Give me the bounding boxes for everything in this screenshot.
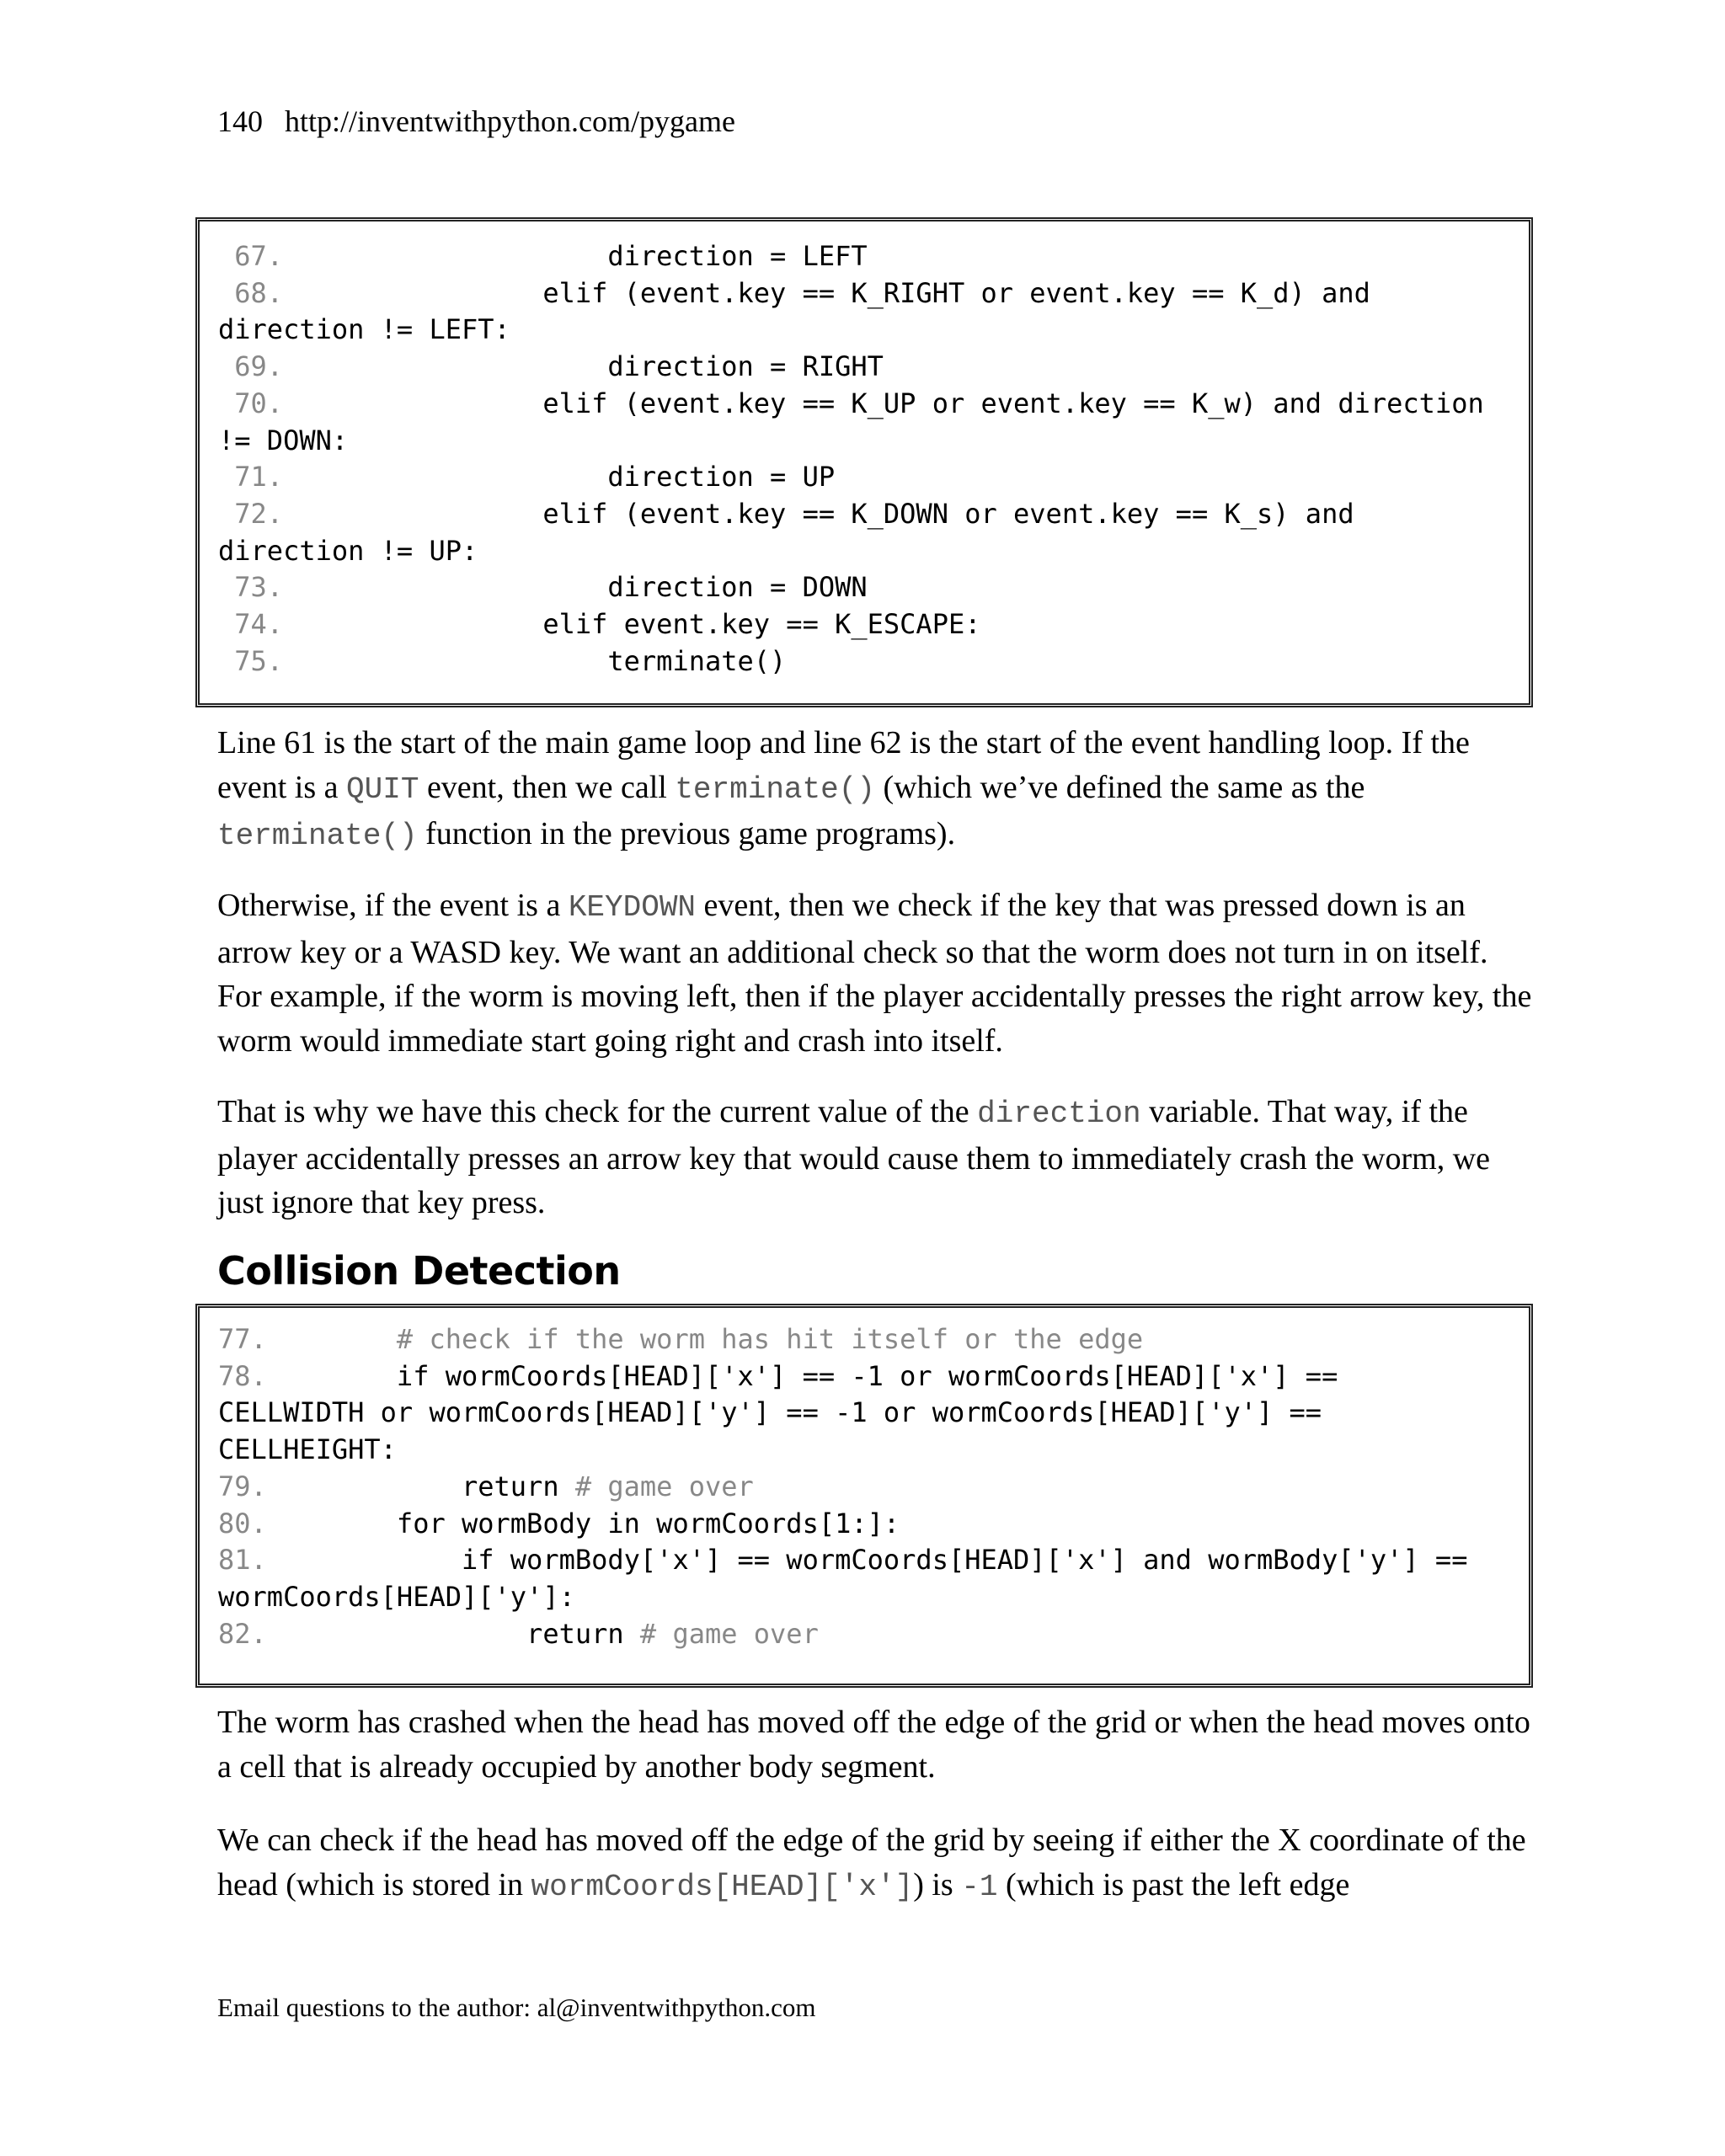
line-number: 72. (218, 497, 284, 530)
paragraph-crash-explanation (217, 1700, 1536, 1789)
code-text: CELLHEIGHT: (218, 1433, 397, 1466)
line-number: 77. (218, 1323, 267, 1355)
code-text: elif (event.key == K_UP or event.key == K_w) and direction (283, 387, 1484, 419)
text-run: variable. That way, if the player accidentally presses an arrow key that would cause them to immediately crash the worm, we just ignore that key press. (217, 1094, 1491, 1220)
text-run: We can check if the head has moved off the edge of the grid by seeing if either the X coordinate of the head (which is stored in (217, 1822, 1526, 1903)
code-line (218, 1321, 1515, 1358)
code-line (218, 1432, 1515, 1469)
code-line (218, 496, 1515, 533)
code-text: direction != LEFT: (218, 313, 510, 346)
code-line (218, 459, 1515, 496)
code-comment: # game over (639, 1617, 819, 1650)
code-line (218, 275, 1515, 312)
code-text: CELLWIDTH or wormCoords[HEAD]['y'] == -1 or wormCoords[HEAD]['y'] == (218, 1396, 1322, 1429)
code-listing-input-handling (195, 217, 1533, 707)
code-lines (218, 1321, 1515, 1652)
code-text: direction = UP (283, 461, 836, 494)
code-line (218, 1469, 1515, 1506)
paragraph-direction-check (217, 1090, 1536, 1225)
code-text: if wormCoords[HEAD]['x'] == -1 or wormCoords[HEAD]['x'] == (266, 1359, 1338, 1392)
code-line (218, 312, 1515, 349)
code-line (218, 569, 1515, 606)
paragraph-edge-check (217, 1818, 1536, 1909)
section-heading: Collision Detection (217, 1248, 621, 1294)
code-text: wormCoords[HEAD]['y']: (218, 1580, 575, 1613)
line-number: 75. (218, 644, 284, 677)
text-run: That is why we have this check for the current value of the (217, 1094, 978, 1129)
code-comment: # check if the worm has hit itself or the edge (396, 1323, 1144, 1355)
text-run: Line 61 is the start of the main game loop and line 62 is the start of the event handling loop. If the event is a (217, 725, 1470, 805)
code-text: elif event.key == K_ESCAPE: (283, 608, 981, 641)
line-number: 68. (218, 276, 284, 309)
paragraph-text (217, 1818, 1536, 1909)
text-run: The worm has crashed when the head has moved off the edge of the grid or when the head moves onto a cell that is already occupied by another body segment. (217, 1705, 1530, 1785)
inline-code: -1 (961, 1869, 998, 1904)
text-run: (which is past the left edge (997, 1866, 1350, 1903)
code-text: direction != UP: (218, 534, 478, 567)
paragraph-text (217, 1090, 1536, 1225)
text-run: ) is (913, 1866, 962, 1903)
code-line (218, 643, 1515, 680)
line-number: 79. (218, 1470, 267, 1502)
code-line (218, 386, 1515, 423)
line-number: 70. (218, 387, 284, 419)
code-line (218, 1506, 1515, 1543)
page-number: 140 (217, 104, 263, 138)
line-number: 67. (218, 240, 284, 272)
inline-code: terminate() (217, 819, 418, 853)
code-line (218, 1395, 1515, 1432)
inline-code: QUIT (346, 771, 419, 807)
code-listing-collision (195, 1304, 1533, 1688)
line-number: 74. (218, 608, 284, 641)
paragraph-keydown-check (217, 883, 1536, 1063)
code-text: elif (event.key == K_RIGHT or event.key == K_d) and (283, 276, 1370, 309)
code-lines (218, 238, 1515, 680)
code-line (218, 1358, 1515, 1396)
inline-code: terminate() (675, 771, 875, 807)
line-number: 78. (218, 1359, 267, 1392)
code-text: direction = DOWN (283, 571, 868, 604)
code-text: direction = LEFT (283, 240, 868, 272)
code-line (218, 606, 1515, 643)
code-line (218, 349, 1515, 386)
line-number: 73. (218, 571, 284, 604)
paragraph-text (217, 883, 1536, 1063)
code-text (267, 1323, 397, 1355)
header-url: http://inventwithpython.com/pygame (285, 104, 735, 138)
page-footer: Email questions to the author: al@inventwithpython.com (217, 1993, 816, 2022)
code-text: elif (event.key == K_DOWN or event.key == K_s) and (283, 497, 1354, 530)
code-text: != DOWN: (218, 424, 349, 456)
code-text: direction = RIGHT (283, 350, 884, 383)
line-number: 82. (218, 1617, 267, 1650)
page-header (217, 103, 735, 140)
code-line (218, 1579, 1515, 1616)
inline-code: KEYDOWN (568, 890, 697, 925)
inline-code: direction (977, 1097, 1141, 1131)
paragraph-event-loop (217, 721, 1536, 859)
code-comment: # game over (574, 1470, 754, 1502)
text-run: Otherwise, if the event is a (217, 888, 569, 923)
code-line (218, 423, 1515, 460)
paragraph-text (217, 1700, 1536, 1789)
line-number: 80. (218, 1507, 267, 1540)
code-text: terminate() (283, 644, 787, 677)
code-text: for wormBody in wormCoords[1:]: (266, 1507, 900, 1540)
code-line (218, 1542, 1515, 1579)
code-text: return (266, 1470, 575, 1502)
code-line (218, 533, 1515, 570)
code-line (218, 238, 1515, 275)
line-number: 81. (218, 1544, 267, 1577)
text-run: function in the previous game programs). (417, 816, 956, 851)
paragraph-text (217, 721, 1536, 859)
text-run: (which we’ve defined the same as the (874, 769, 1365, 805)
code-line (218, 1616, 1515, 1653)
line-number: 71. (218, 461, 284, 494)
text-run: event, then we check if the key that was pressed down is an arrow key or a WASD key. We want an additional check so that the worm does not turn in on itself. For example, if the worm is moving left, then if the player accidentally presses the right arrow key, the worm would immediate start going right and crash into itself. (217, 888, 1532, 1059)
code-text: return (266, 1617, 640, 1650)
text-run: event, then we call (419, 769, 676, 805)
line-number: 69. (218, 350, 284, 383)
inline-code: wormCoords[HEAD]['x'] (531, 1869, 914, 1904)
code-text: if wormBody['x'] == wormCoords[HEAD]['x'] and wormBody['y'] == (266, 1544, 1468, 1577)
